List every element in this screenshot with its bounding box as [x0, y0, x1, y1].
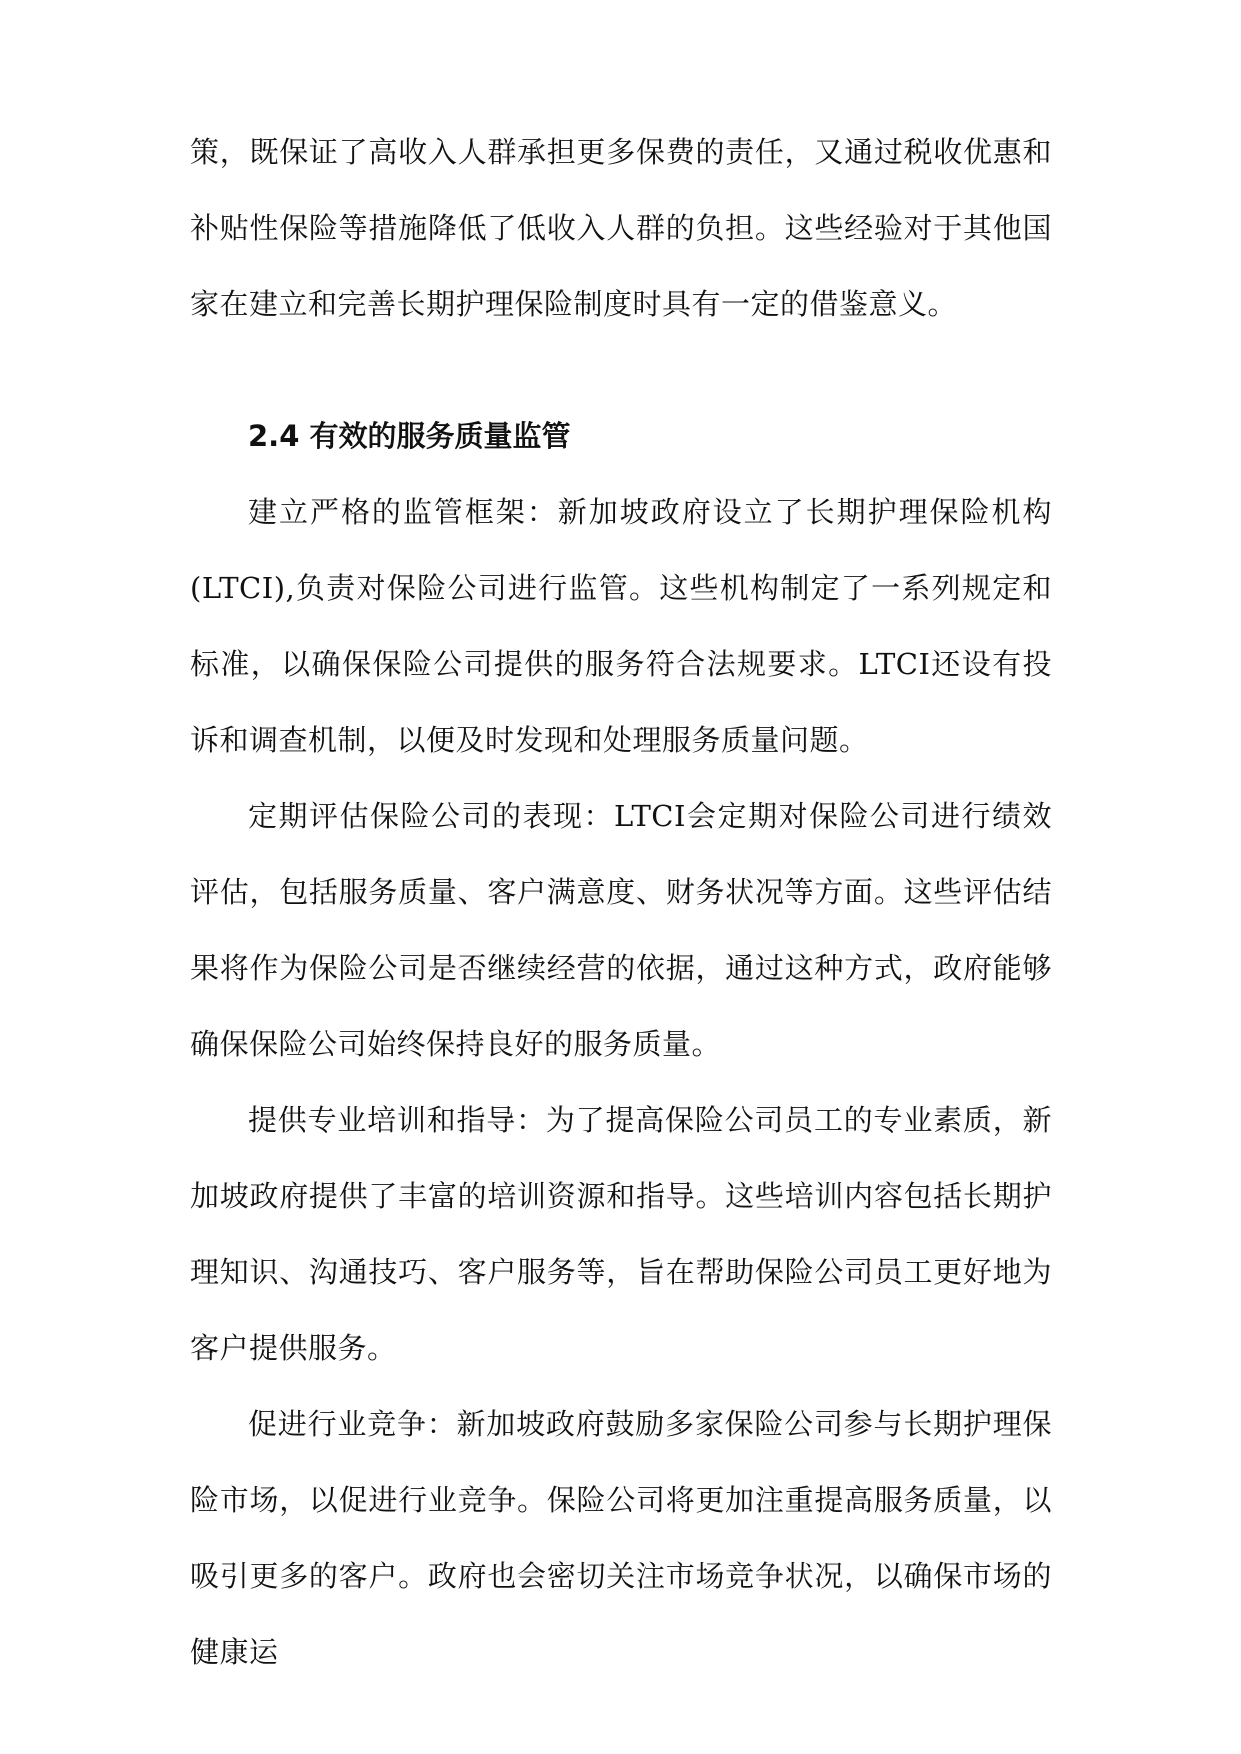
section-body [190, 474, 1052, 1690]
paragraph-industry-competition: 促进行业竞争：新加坡政府鼓励多家保险公司参与长期护理保险市场，以促进行业竞争。保险公司将更加注重提高服务质量，以吸引更多的客户。政府也会密切关注市场竞争状况，以确保市场的健康运 [190, 1407, 1052, 1669]
continuation-paragraph: 策，既保证了高收入人群承担更多保费的责任，又通过税收优惠和补贴性保险等措施降低了低收入人群的负担。这些经验对于其他国家在建立和完善长期护理保险制度时具有一定的借鉴意义。 [190, 135, 1052, 321]
paragraph-regulatory-framework: 建立严格的监管框架：新加坡政府设立了长期护理保险机构(LTCI),负责对保险公司进行监管。这些机构制定了一系列规定和标准，以确保保险公司提供的服务符合法规要求。LTCI还设有投诉和调查机制，以便及时发现和处理服务质量问题。 [190, 495, 1052, 757]
continuation-block [190, 114, 1052, 342]
paragraph-professional-training: 提供专业培训和指导：为了提高保险公司员工的专业素质，新加坡政府提供了丰富的培训资源和指导。这些培训内容包括长期护理知识、沟通技巧、客户服务等，旨在帮助保险公司员工更好地为客户提供服务。 [190, 1103, 1052, 1365]
paragraph-performance-evaluation: 定期评估保险公司的表现：LTCI会定期对保险公司进行绩效评估，包括服务质量、客户满意度、财务状况等方面。这些评估结果将作为保险公司是否继续经营的依据，通过这种方式，政府能够确保保险公司始终保持良好的服务质量。 [190, 799, 1052, 1061]
section-heading: 2.4 有效的服务质量监管 [248, 419, 571, 453]
